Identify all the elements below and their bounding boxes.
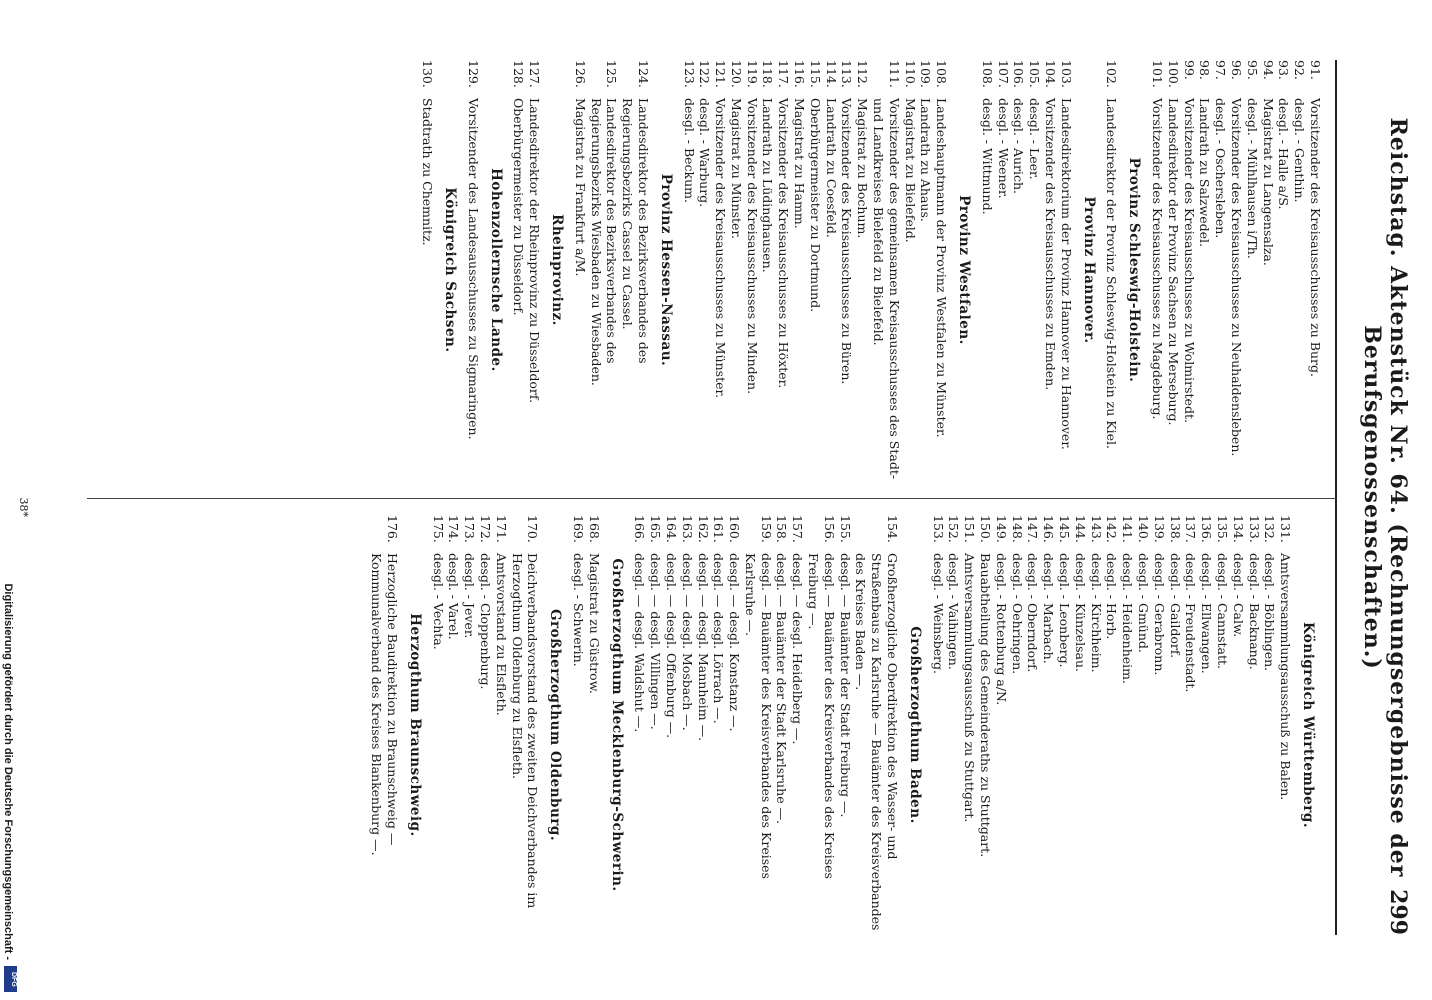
- entry-number: 129.: [465, 60, 481, 88]
- entry-number: 153.: [930, 515, 946, 543]
- list-item: [1072, 515, 1088, 935]
- column-first: [419, 60, 1323, 480]
- entry-number: 126.: [572, 60, 588, 88]
- list-item: [837, 515, 853, 935]
- list-item: [1104, 515, 1120, 935]
- entry-text: desgl. - Weinsberg.: [930, 553, 946, 674]
- section-heading: Provinz Hannover.: [1080, 196, 1097, 344]
- entry-number: 169.: [570, 515, 586, 543]
- entry-text: Magistrat zu Bielefeld.: [902, 98, 918, 243]
- list-item: [918, 60, 934, 480]
- section-heading: Rheinprovinz.: [548, 214, 565, 326]
- entry-number: 108.: [979, 60, 995, 88]
- list-item: [1228, 60, 1244, 480]
- entry-text: Landesdirektor des Bezirksverbandes des Regierungsbezirks Cassel zu Cassel.: [620, 98, 651, 364]
- entry-text: Oberbürgermeister zu Düsseldorf.: [511, 98, 527, 316]
- entry-text: Vorsitzender des Kreisausschusses zu Minden.: [744, 98, 760, 395]
- entry-number: 176.: [384, 515, 400, 543]
- dfg-logo-icon: DFG: [4, 966, 17, 992]
- list-item: [1198, 515, 1214, 935]
- list-item: [526, 60, 542, 480]
- entry-text: desgl. - Warburg.: [697, 98, 713, 208]
- list-item: [1262, 515, 1278, 935]
- entry-text: desgl. - Weener.: [995, 98, 1011, 199]
- list-item: [791, 60, 807, 480]
- entry-number: 105.: [1027, 60, 1043, 88]
- entry-text: Vorsitzender des Kreisausschusses zu Büren.: [839, 98, 855, 385]
- entry-number: 141.: [1120, 515, 1136, 543]
- entry-number: 92.: [1292, 60, 1308, 80]
- sheet-mark: 38*: [17, 497, 30, 517]
- list-item: [446, 515, 462, 935]
- entry-text: Vorsitzender des gemeinsamen Kreisausschusses des Stadt- und Landkreises Bielefeld zu Bielefeld.: [871, 98, 902, 480]
- entry-text: desgl. — desgl. Waldshut —.: [632, 553, 648, 733]
- list-item: [1277, 515, 1293, 935]
- entry-number: 143.: [1088, 515, 1104, 543]
- list-item: [790, 515, 806, 935]
- entry-text: Vorsitzender des Kreisausschusses zu Höxter.: [776, 98, 792, 389]
- entry-text: Landrath zu Salzwedel.: [1197, 98, 1213, 247]
- entry-number: 155.: [837, 515, 853, 543]
- list-item: [1058, 60, 1074, 480]
- entry-number: 131.: [1278, 515, 1294, 543]
- list-item: [619, 60, 651, 480]
- entry-text: Landesdirektor der Provinz Sachsen zu Merseburg.: [1165, 98, 1181, 426]
- entry-number: 101.: [1150, 60, 1166, 88]
- list-item: [1276, 60, 1292, 480]
- entry-text: Magistrat zu Hamm.: [792, 98, 808, 229]
- entry-number: 102.: [1104, 60, 1120, 88]
- list-item: [1291, 60, 1307, 480]
- entry-text: Landesdirektor des Bezirksverbandes des Regierungsbezirks Wiesbaden zu Wiesbaden.: [588, 98, 620, 386]
- entry-text: desgl. - Wittmund.: [979, 98, 995, 215]
- list-item: [493, 515, 509, 935]
- entry-number: 172.: [477, 515, 493, 543]
- entry-text: Landeshauptmann der Provinz Westfalen zu Münster.: [934, 98, 950, 438]
- entry-text: desgl. - Freudenstadt.: [1183, 553, 1199, 693]
- entry-text: Großherzogliche Oberdirektion des Wasser- und Straßenbaus zu Karlsruhe — Bauämter des Kreisverbandes des Kreises Baden —.: [853, 553, 901, 931]
- list-item: [1165, 60, 1181, 480]
- entry-text: Amtsvorstand zu Elsfleth.: [493, 553, 509, 716]
- entry-number: 106.: [1011, 60, 1027, 88]
- entry-number: 175.: [430, 515, 446, 543]
- entry-text: Landrath zu Coesfeld.: [823, 98, 839, 238]
- entry-text: desgl. — Bauämter der Stadt Freiburg —.: [837, 553, 853, 818]
- entry-number: 95.: [1244, 60, 1260, 80]
- entry-number: 165.: [648, 515, 664, 543]
- list-item: [419, 60, 435, 480]
- list-item: [742, 515, 774, 935]
- entry-text: desgl. - Leonberg.: [1057, 553, 1073, 668]
- entry-number: 115.: [807, 60, 823, 88]
- entry-text: desgl. - Ellwangen.: [1199, 553, 1215, 674]
- entry-number: 152.: [946, 515, 962, 543]
- entry-text: desgl. - Beckum.: [681, 98, 697, 203]
- section-heading: Provinz Westfalen.: [956, 195, 973, 345]
- entry-number: 171.: [493, 515, 509, 543]
- entry-number: 127.: [527, 60, 543, 88]
- list-item: [805, 515, 837, 935]
- entry-text: Oberbürgermeister zu Dortmund.: [807, 98, 823, 313]
- entry-text: Magistrat zu Bochum.: [855, 98, 871, 239]
- entry-number: 136.: [1199, 515, 1215, 543]
- entry-text: Vorsitzender des Kreisausschusses zu Münster.: [713, 98, 729, 399]
- entry-number: 111.: [886, 60, 902, 88]
- entry-number: 117.: [776, 60, 792, 88]
- list-item: [933, 60, 949, 480]
- list-item: [1026, 60, 1042, 480]
- entry-text: Vorsitzender des Kreisausschusses zu Wolmirstedt.: [1181, 98, 1197, 423]
- entry-text: Herzogliche Baudirektion zu Braunschweig — Kommunalverband des Kreises Blankenburg —.: [369, 553, 400, 856]
- entry-text: desgl. — desgl. Konstanz —.: [727, 553, 743, 732]
- entry-number: 99.: [1181, 60, 1197, 80]
- entry-number: 161.: [711, 515, 727, 543]
- entry-text: desgl. - Künzelsau.: [1072, 553, 1088, 672]
- entry-text: Magistrat zu Frankfurt a/M.: [572, 98, 588, 277]
- list-item: [697, 60, 713, 480]
- entry-text: desgl. - Horb.: [1104, 553, 1120, 640]
- list-item: [839, 60, 855, 480]
- list-item: [995, 60, 1011, 480]
- section-heading: Königreich Sachsen.: [441, 187, 458, 353]
- entry-text: desgl. - Calw.: [1230, 553, 1246, 638]
- entry-number: 103.: [1058, 60, 1074, 88]
- entry-number: 144.: [1072, 515, 1088, 543]
- entry-number: 162.: [695, 515, 711, 543]
- list-item: [902, 60, 918, 480]
- list-item: [728, 60, 744, 480]
- list-item: [993, 515, 1009, 935]
- entry-text: desgl. - Leer.: [1027, 98, 1043, 180]
- list-item: [681, 60, 697, 480]
- entry-text: desgl. - Backnang.: [1246, 553, 1262, 670]
- entry-number: 116.: [792, 60, 808, 88]
- entry-text: Deichverbandsvorstand des zweiten Deichverbandes im Herzogthum Oldenburg zu Elsfleth.: [509, 553, 541, 909]
- entry-number: 94.: [1260, 60, 1276, 80]
- entry-number: 100.: [1165, 60, 1181, 88]
- entry-text: desgl. - Heidenheim.: [1120, 553, 1136, 684]
- list-item: [586, 515, 602, 935]
- entry-text: desgl. - Aurich.: [1011, 98, 1027, 195]
- section-heading: Herzogthum Braunschweig.: [406, 613, 423, 837]
- entry-text: desgl. - Mühlhausen i/Th.: [1244, 98, 1260, 259]
- page-title: Reichstag. Aktenstück Nr. 64. (Rechnungsergebnisse der Berufsgenossenschaften.): [1359, 117, 1411, 878]
- entry-text: Landesdirektorium der Provinz Hannover zu Hannover.: [1058, 98, 1074, 450]
- entry-number: 150.: [978, 515, 994, 543]
- section-heading: Hohenzollernsche Lande.: [487, 168, 504, 372]
- entry-text: Vorsitzender des Kreisausschusses zu Magdeburg.: [1150, 98, 1166, 420]
- list-item: [632, 515, 648, 935]
- entry-text: Vorsitzender des Kreisausschusses zu Burg.: [1308, 98, 1323, 377]
- entry-text: desgl. — desgl. Mosbach —.: [679, 553, 695, 731]
- entry-text: desgl. — desgl. Offenburg —.: [663, 553, 679, 739]
- list-item: [1025, 515, 1041, 935]
- entry-number: 114.: [823, 60, 839, 88]
- entry-text: Vorsitzender des Landesausschusses zu Sigmaringen.: [465, 98, 481, 440]
- entry-number: 158.: [774, 515, 790, 543]
- list-item: [1009, 515, 1025, 935]
- entry-number: 164.: [663, 515, 679, 543]
- page-number: 299: [1385, 889, 1411, 935]
- list-item: [930, 515, 946, 935]
- list-item: [712, 60, 728, 480]
- list-item: [977, 515, 993, 935]
- entry-text: Stadtrath zu Chemnitz.: [420, 98, 436, 246]
- list-item: [807, 60, 823, 480]
- entry-text: desgl. - Oschersleben.: [1213, 98, 1229, 239]
- entry-number: 159.: [758, 515, 774, 543]
- entry-number: 124.: [635, 60, 651, 88]
- entry-number: 170.: [525, 515, 541, 543]
- entry-text: desgl. — desgl. Mannheim —.: [695, 553, 711, 742]
- entry-number: 108.: [934, 60, 950, 88]
- entry-text: Magistrat zu Münster.: [728, 98, 744, 240]
- entry-number: 130.: [420, 60, 436, 88]
- list-item: [572, 60, 588, 480]
- entry-text: desgl. - Gaildorf.: [1167, 553, 1183, 659]
- list-item: [465, 60, 481, 480]
- list-item: [870, 60, 902, 480]
- list-item: [853, 515, 900, 935]
- entry-text: desgl. - Gmünd.: [1136, 553, 1152, 653]
- list-item: [1212, 60, 1228, 480]
- entry-number: 156.: [821, 515, 837, 543]
- list-item: [663, 515, 679, 935]
- entry-number: 134.: [1230, 515, 1246, 543]
- entry-number: 107.: [995, 60, 1011, 88]
- entry-text: Amtsversammlungsausschuß zu Stuttgart.: [962, 553, 978, 823]
- entry-text: desgl. - Oberndorf.: [1025, 553, 1041, 673]
- entry-number: 109.: [918, 60, 934, 88]
- entry-number: 121.: [713, 60, 729, 88]
- entry-text: Landesdirektor der Rheinprovinz zu Düsseldorf.: [527, 98, 543, 404]
- entry-text: Amtsversammlungsausschuß zu Balen.: [1278, 553, 1294, 801]
- entry-number: 151.: [962, 515, 978, 543]
- entry-number: 146.: [1041, 515, 1057, 543]
- dfg-note: Digitalisierung gefördert durch die Deutsche Forschungsgemeinschaft -: [2, 583, 14, 960]
- list-item: [1214, 515, 1230, 935]
- entry-text: desgl. - Marbach.: [1041, 553, 1057, 664]
- entry-text: desgl. - Genthin.: [1292, 98, 1308, 203]
- entry-number: 173.: [462, 515, 478, 543]
- entry-number: 113.: [839, 60, 855, 88]
- column-second: [368, 515, 1323, 935]
- entry-text: Bauabtheilung des Gemeinderaths zu Stuttgart.: [978, 553, 994, 858]
- entry-text: Landrath zu Ahaus.: [918, 98, 934, 222]
- entry-text: desgl. - Böblingen.: [1262, 553, 1278, 672]
- list-item: [679, 515, 695, 935]
- list-item: [961, 515, 977, 935]
- list-item: [854, 60, 870, 480]
- list-item: [1260, 60, 1276, 480]
- page-body: [17, 60, 1411, 935]
- entry-text: desgl. - Kirchheim.: [1088, 553, 1104, 673]
- entry-text: desgl. — desgl. Lörrach —.: [711, 553, 727, 724]
- entry-number: 133.: [1246, 515, 1262, 543]
- entry-number: 125.: [604, 60, 620, 88]
- entry-number: 112.: [855, 60, 871, 88]
- entry-number: 139.: [1151, 515, 1167, 543]
- entry-number: 122.: [697, 60, 713, 88]
- entry-number: 119.: [744, 60, 760, 88]
- entry-text: desgl. — desgl. Villingen —.: [648, 553, 664, 730]
- list-item: [946, 515, 962, 935]
- entry-text: Magistrat zu Güstrow.: [586, 553, 602, 694]
- entry-number: 142.: [1104, 515, 1120, 543]
- list-item: [570, 515, 586, 935]
- entry-number: 110.: [902, 60, 918, 88]
- entry-text: Landrath zu Lüdinghausen.: [760, 98, 776, 273]
- dfg-note-wrap: [1, 0, 17, 960]
- list-item: [588, 60, 620, 480]
- entry-number: 135.: [1215, 515, 1231, 543]
- list-item: [1135, 515, 1151, 935]
- entry-text: desgl. — Bauämter der Stadt Karlsruhe —.: [774, 553, 790, 825]
- list-item: [1119, 515, 1135, 935]
- list-item: [711, 515, 727, 935]
- entry-text: desgl. — desgl. Heidelberg —.: [790, 553, 806, 745]
- entry-number: 149.: [993, 515, 1009, 543]
- entry-number: 166.: [632, 515, 648, 543]
- entry-text: desgl. - Vaihingen.: [946, 553, 962, 670]
- entry-text: desgl. — Bauämter des Kreisverbandes des Kreises Karlsruhe —.: [742, 553, 774, 879]
- entry-text: desgl. - Halle a/S.: [1276, 98, 1292, 210]
- entry-number: 138.: [1167, 515, 1183, 543]
- section-heading: Großherzogthum Mecklenburg-Schwerin.: [608, 558, 625, 892]
- entry-number: 137.: [1183, 515, 1199, 543]
- section-heading: Provinz Hessen-Nassau.: [657, 173, 674, 367]
- entry-number: 132.: [1262, 515, 1278, 543]
- entry-number: 148.: [1009, 515, 1025, 543]
- list-item: [509, 515, 541, 935]
- entry-text: desgl. - Oehringen.: [1009, 553, 1025, 675]
- entry-number: 154.: [885, 515, 901, 543]
- list-item: [461, 515, 477, 935]
- list-item: [776, 60, 792, 480]
- entry-number: 120.: [728, 60, 744, 88]
- section-heading: Königreich Württemberg.: [1300, 621, 1316, 829]
- entry-text: desgl. - Jever.: [462, 553, 478, 639]
- entry-number: 174.: [446, 515, 462, 543]
- entry-number: 118.: [760, 60, 776, 88]
- entry-number: 104.: [1043, 60, 1059, 88]
- list-item: [1244, 60, 1260, 480]
- entry-number: 157.: [790, 515, 806, 543]
- list-item: [368, 515, 400, 935]
- list-item: [979, 60, 995, 480]
- entry-number: 140.: [1136, 515, 1152, 543]
- entry-text: desgl. - Rottenburg a/N.: [993, 553, 1009, 706]
- list-item: [1230, 515, 1246, 935]
- list-item: [744, 60, 760, 480]
- entry-number: 147.: [1025, 515, 1041, 543]
- list-item: [1104, 60, 1120, 480]
- entry-text: desgl. - Cloppenburg.: [477, 553, 493, 690]
- entry-number: 91.: [1308, 60, 1323, 80]
- list-item: [695, 515, 711, 935]
- entry-number: 163.: [679, 515, 695, 543]
- entry-text: Vorsitzender des Kreisausschusses zu Emden.: [1043, 98, 1059, 391]
- list-item: [1151, 515, 1167, 935]
- entry-text: desgl. - Gerabronn.: [1151, 553, 1167, 676]
- entry-text: Magistrat zu Langensalza.: [1260, 98, 1276, 266]
- list-item: [1011, 60, 1027, 480]
- list-item: [1246, 515, 1262, 935]
- list-item: [760, 60, 776, 480]
- page-header: [1359, 60, 1415, 935]
- list-item: [1042, 60, 1058, 480]
- list-item: [774, 515, 790, 935]
- list-item: [1088, 515, 1104, 935]
- entry-text: desgl. — Bauämter des Kreisverbandes des Kreises Freiburg —.: [806, 553, 837, 879]
- entry-number: 128.: [511, 60, 527, 88]
- entry-number: 160.: [727, 515, 743, 543]
- list-item: [823, 60, 839, 480]
- entry-number: 145.: [1057, 515, 1073, 543]
- entry-text: Vorsitzender des Kreisausschusses zu Neuhaldensleben.: [1229, 98, 1245, 457]
- list-item: [430, 515, 446, 935]
- list-item: [1149, 60, 1165, 480]
- entry-number: 96.: [1229, 60, 1245, 80]
- entry-number: 123.: [681, 60, 697, 88]
- list-item: [1307, 60, 1323, 480]
- entry-number: 97.: [1213, 60, 1229, 80]
- list-item: [1167, 515, 1183, 935]
- entry-number: 98.: [1197, 60, 1213, 80]
- list-item: [1056, 515, 1072, 935]
- entry-text: desgl. - Cannstatt.: [1215, 553, 1231, 669]
- list-item: [477, 515, 493, 935]
- list-item: [726, 515, 742, 935]
- entry-number: 168.: [586, 515, 602, 543]
- list-item: [511, 60, 527, 480]
- section-heading: Großherzogthum Baden.: [906, 626, 923, 824]
- list-item: [1181, 60, 1197, 480]
- entry-number: 93.: [1276, 60, 1292, 80]
- entry-text: desgl. - Vechta.: [430, 553, 446, 650]
- entry-text: desgl. - Varel.: [446, 553, 462, 640]
- entry-text: desgl. - Schwerin.: [570, 553, 586, 667]
- list-item: [647, 515, 663, 935]
- section-heading: Großherzogthum Oldenburg.: [547, 608, 564, 842]
- entry-text: Landesdirektor der Provinz Schleswig-Holstein zu Kiel.: [1104, 98, 1120, 449]
- list-item: [1183, 515, 1199, 935]
- list-item: [1197, 60, 1213, 480]
- section-heading: Provinz Schleswig-Holstein.: [1126, 157, 1143, 383]
- list-item: [1040, 515, 1056, 935]
- column-divider: [87, 498, 1337, 499]
